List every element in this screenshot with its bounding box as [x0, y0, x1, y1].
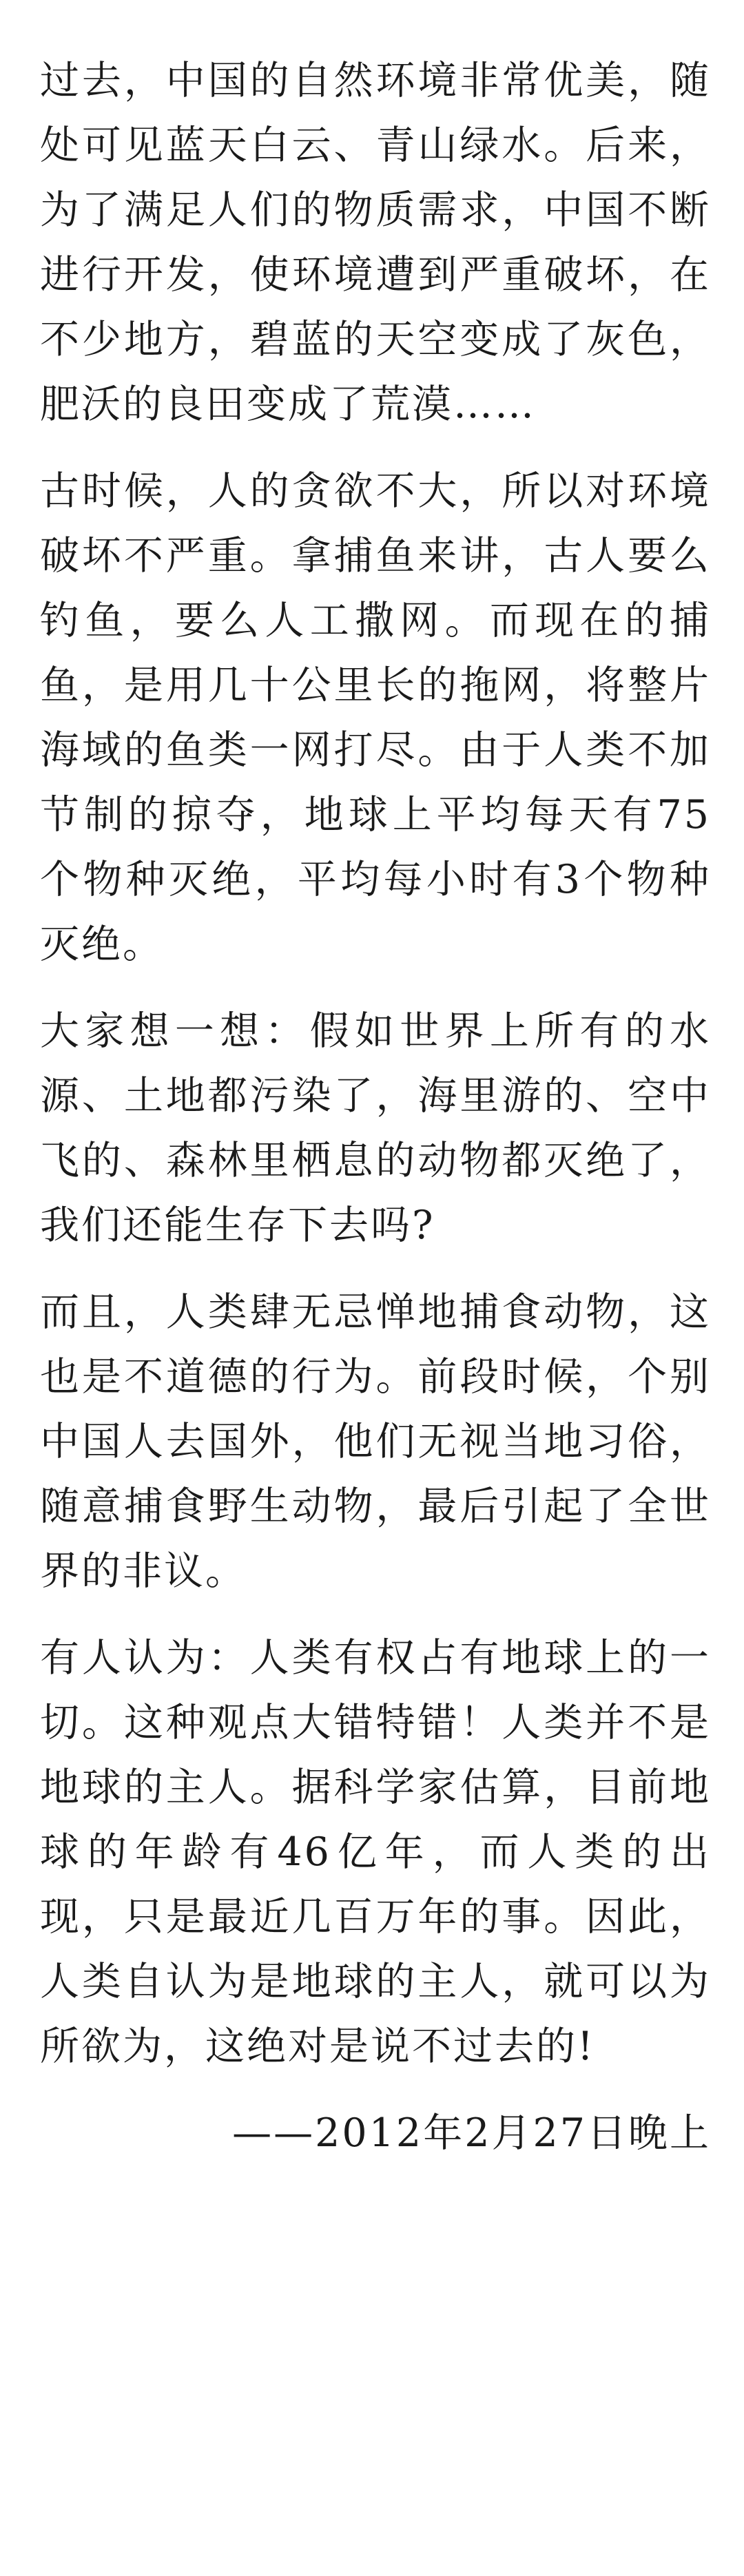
- paragraph-3: 大家想一想：假如世界上所有的水源、土地都污染了，海里游的、空中飞的、森林里栖息的动物都灭绝了，我们还能生存下去吗?: [40, 1008, 711, 1248]
- date-signature: ——2012年2月27日晚上: [232, 2110, 711, 2156]
- article-body: [40, 48, 711, 2165]
- paragraph-2: 古时候，人的贪欲不大，所以对环境破坏不严重。拿捕鱼来讲，古人要么钓鱼，要么人工撒网。而现在的捕鱼，是用几十公里长的拖网，将整片海域的鱼类一网打尽。由于人类不加节制的掠夺，地球上平均每天有75个物种灭绝，平均每小时有3个物种灭绝。: [40, 468, 711, 967]
- paragraph-1: 过去，中国的自然环境非常优美，随处可见蓝天白云、青山绿水。后来，为了满足人们的物质需求，中国不断进行开发，使环境遭到严重破坏，在不少地方，碧蓝的天空变成了灰色，肥沃的良田变成了荒漠……: [40, 58, 711, 427]
- paragraph-5: 有人认为：人类有权占有地球上的一切。这种观点大错特错！人类并不是地球的主人。据科学家估算，目前地球的年龄有46亿年，而人类的出现，只是最近几百万年的事。因此，人类自认为是地球的主人，就可以为所欲为，这绝对是说不过去的!: [40, 1635, 711, 2069]
- paragraph-4: 而且，人类肆无忌惮地捕食动物，这也是不道德的行为。前段时候，个别中国人去国外，他们无视当地习俗，随意捕食野生动物，最后引起了全世界的非议。: [40, 1289, 711, 1594]
